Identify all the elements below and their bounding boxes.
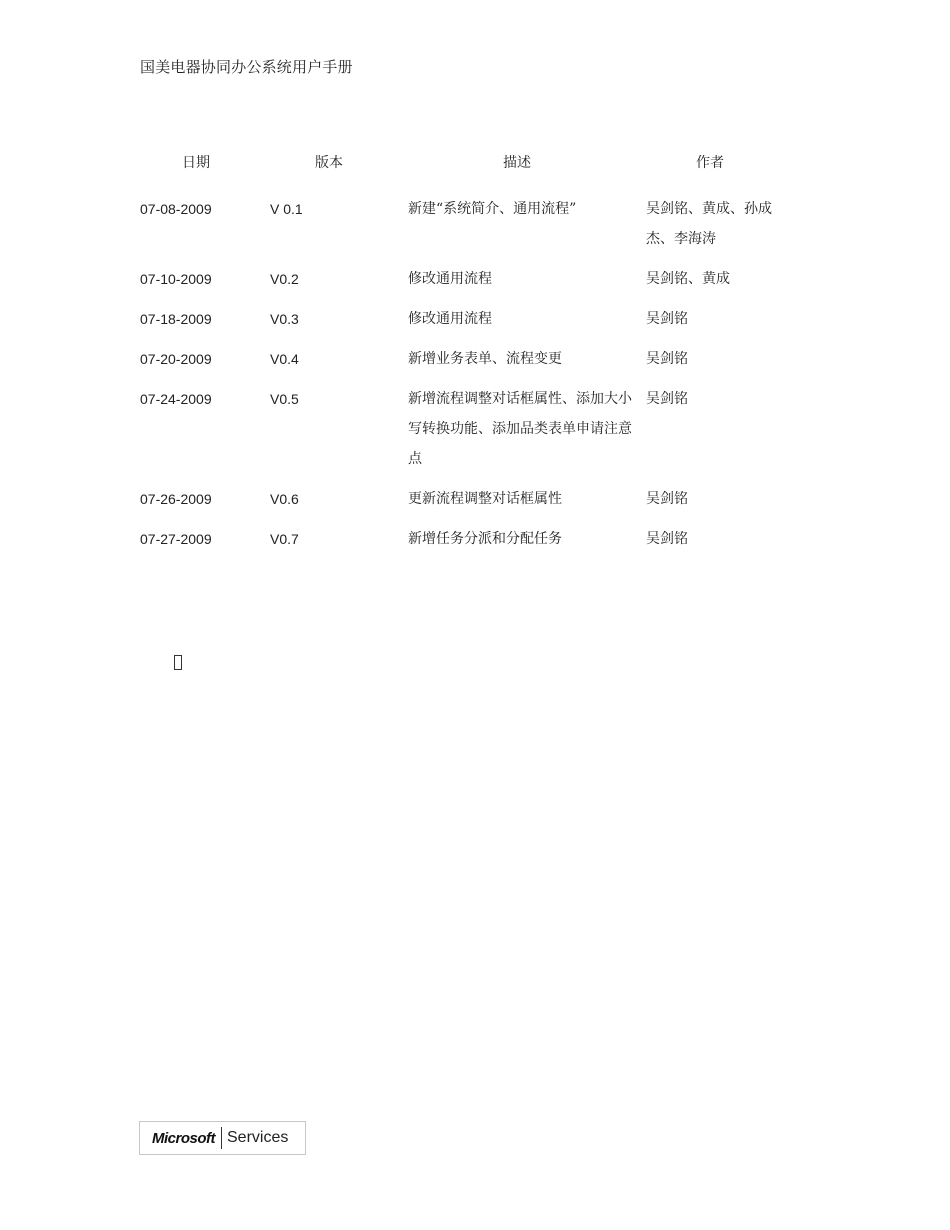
row-author: 吴剑铭 xyxy=(646,391,688,407)
table-header-row xyxy=(140,152,790,194)
row-description: 修改通用流程 xyxy=(408,311,492,327)
row-version: V0.4 xyxy=(270,351,299,367)
row-date: 07-26-2009 xyxy=(140,491,212,507)
row-author: 吴剑铭、黄成 xyxy=(646,271,730,287)
microsoft-services-logo xyxy=(139,1121,306,1155)
column-header-version: 版本 xyxy=(315,155,343,171)
row-description: 更新流程调整对话框属性 xyxy=(408,491,562,507)
row-version: V0.5 xyxy=(270,391,299,407)
row-description: 新增业务表单、流程变更 xyxy=(408,351,562,367)
table-row xyxy=(140,524,790,564)
row-author: 吴剑铭 xyxy=(646,351,688,367)
row-version: V0.2 xyxy=(270,271,299,287)
table-row xyxy=(140,304,790,344)
row-version: V 0.1 xyxy=(270,201,303,217)
row-version: V0.6 xyxy=(270,491,299,507)
table-row xyxy=(140,194,790,264)
row-date: 07-24-2009 xyxy=(140,391,212,407)
row-date: 07-18-2009 xyxy=(140,311,212,327)
document-title: 国美电器协同办公系统用户手册 xyxy=(140,58,353,76)
row-author: 吴剑铭 xyxy=(646,491,688,507)
table-row xyxy=(140,484,790,524)
row-date: 07-20-2009 xyxy=(140,351,212,367)
column-header-description: 描述 xyxy=(503,155,531,171)
row-description: 新建“系统简介、通用流程” xyxy=(408,201,577,217)
row-date: 07-08-2009 xyxy=(140,201,212,217)
column-header-date: 日期 xyxy=(182,155,210,171)
logo-product: Services xyxy=(227,1129,289,1146)
row-date: 07-27-2009 xyxy=(140,531,212,547)
row-date: 07-10-2009 xyxy=(140,271,212,287)
missing-glyph-box-icon xyxy=(174,655,182,670)
table-row xyxy=(140,384,790,484)
table-row xyxy=(140,344,790,384)
table-row xyxy=(140,264,790,304)
logo-brand: Microsoft xyxy=(152,1129,215,1147)
row-author: 吴剑铭、黄成、孙成杰、李海涛 xyxy=(646,201,772,247)
row-version: V0.7 xyxy=(270,531,299,547)
revision-history-table xyxy=(140,152,790,564)
row-description: 新增任务分派和分配任务 xyxy=(408,531,562,547)
row-author: 吴剑铭 xyxy=(646,311,688,327)
row-description: 修改通用流程 xyxy=(408,271,492,287)
logo-divider xyxy=(221,1127,222,1149)
row-description: 新增流程调整对话框属性、添加大小写转换功能、添加品类表单申请注意点 xyxy=(408,391,632,467)
column-header-author: 作者 xyxy=(696,155,724,171)
row-author: 吴剑铭 xyxy=(646,531,688,547)
row-version: V0.3 xyxy=(270,311,299,327)
